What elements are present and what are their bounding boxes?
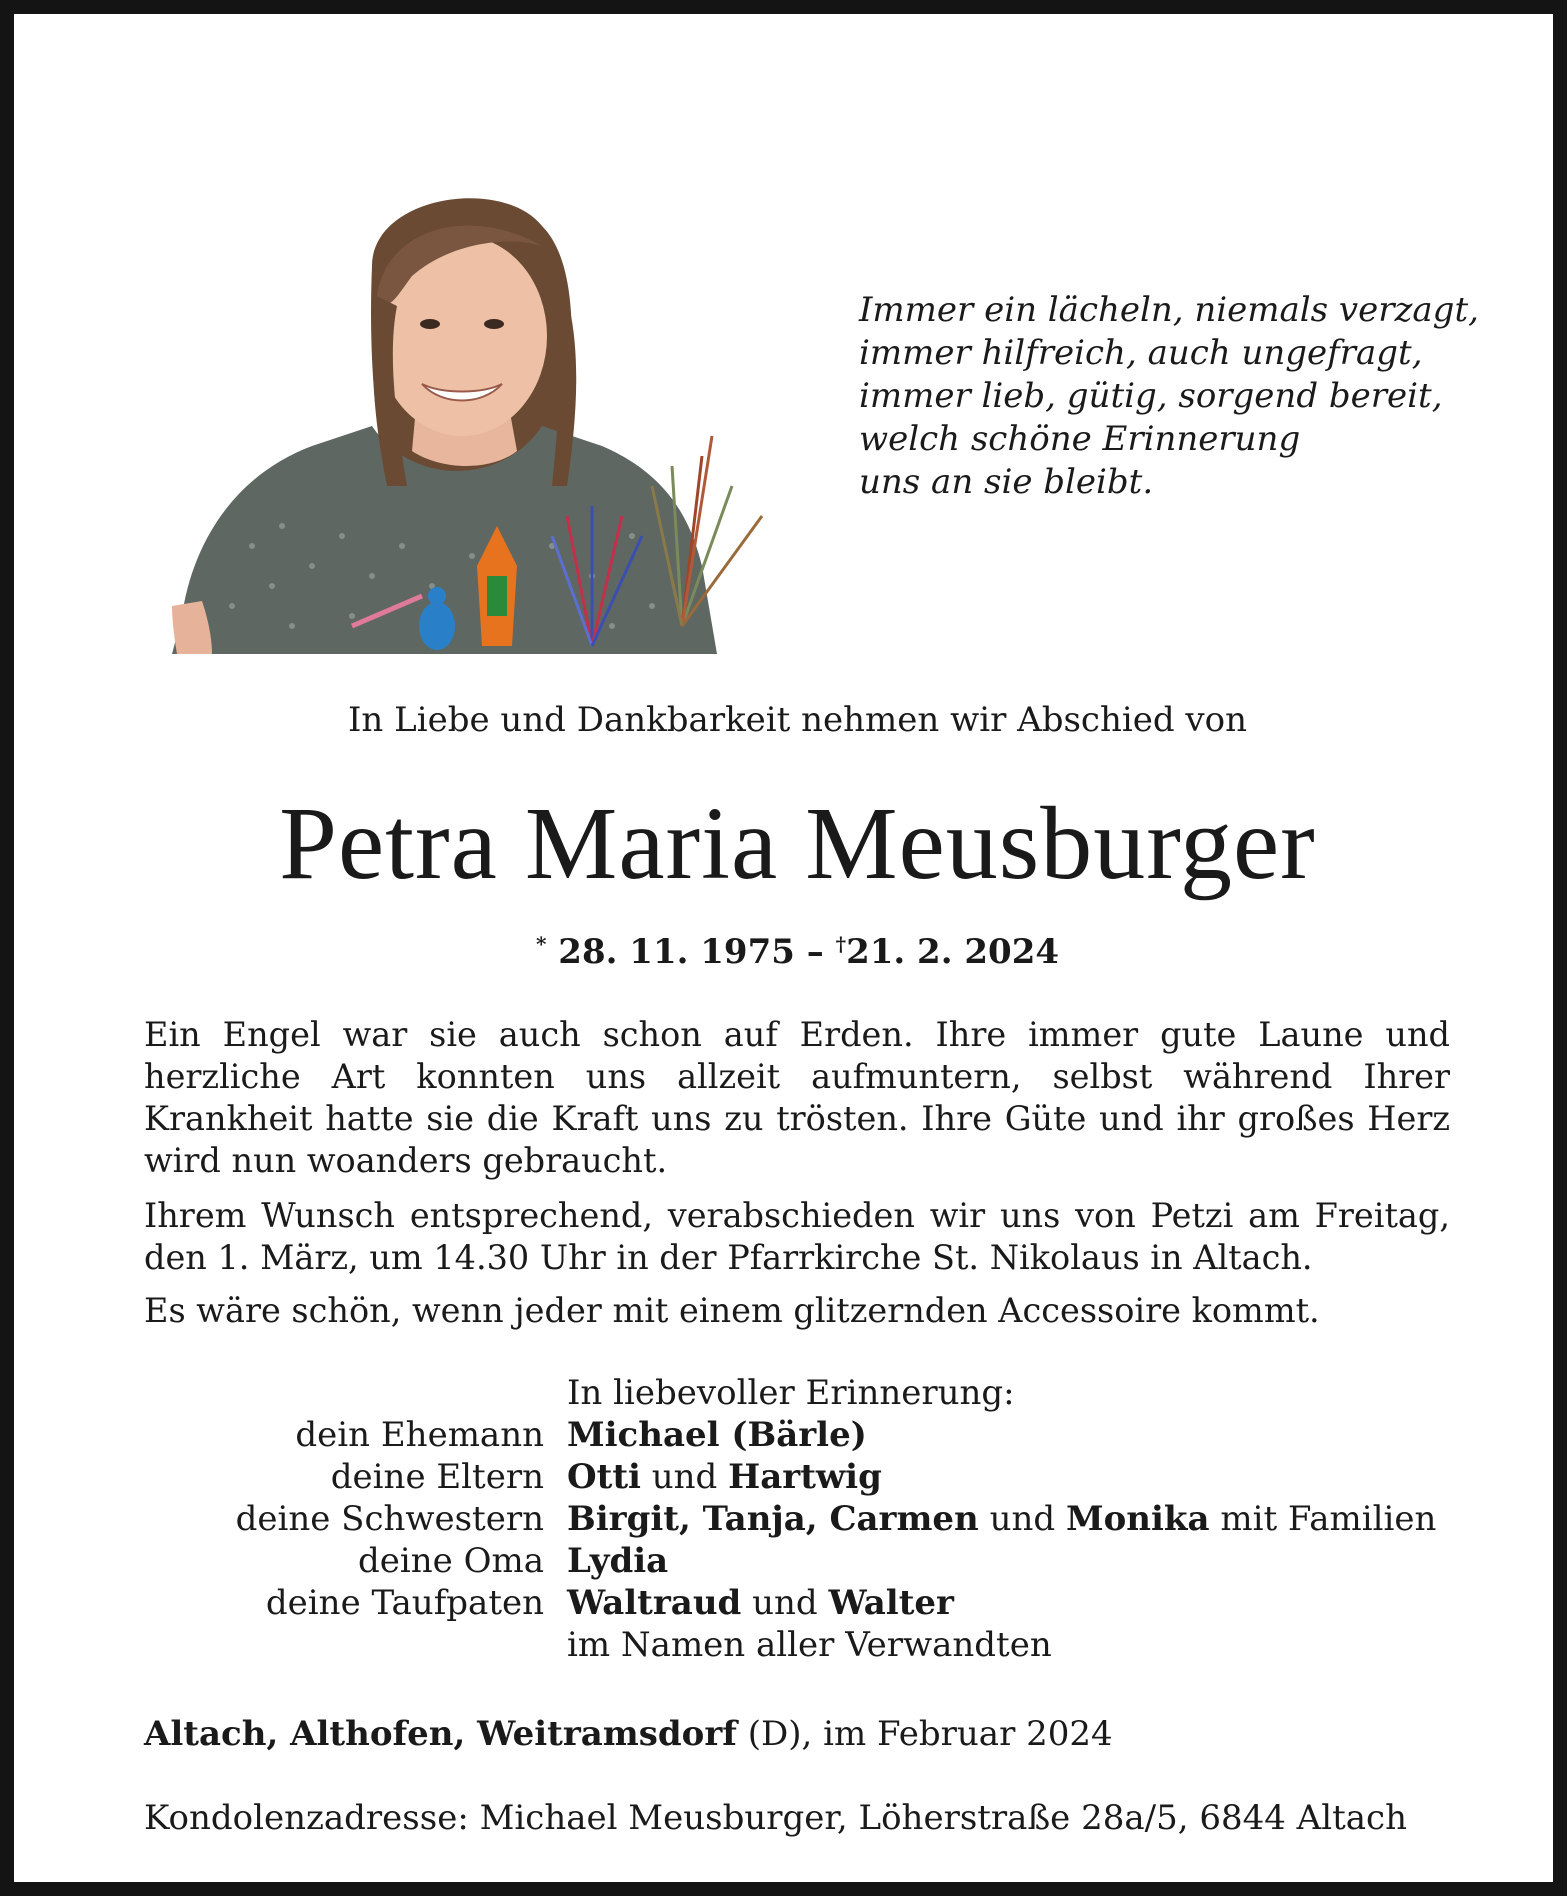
- family-connector: und: [978, 1499, 1066, 1539]
- family-names: [567, 1540, 668, 1582]
- birth-symbol: *: [535, 932, 547, 956]
- poem-line: immer hilfreich, auch ungefragt,: [859, 333, 1423, 373]
- family-connector: und: [741, 1583, 829, 1623]
- life-dates: [14, 932, 1567, 972]
- place-and-date: [144, 1714, 1113, 1754]
- death-date: 21. 2. 2024: [846, 932, 1060, 972]
- family-footer: im Namen aller Verwandten: [567, 1625, 1052, 1665]
- family-row: [144, 1414, 1464, 1456]
- family-member-name: Birgit, Tanja, Carmen: [567, 1499, 979, 1539]
- poem-line: Immer ein lächeln, niemals verzagt,: [859, 290, 1479, 330]
- condolence-address: Kondolenzadresse: Michael Meusburger, Löherstraße 28a/5, 6844 Altach: [144, 1798, 1407, 1838]
- portrait-photo: [172, 186, 782, 654]
- poem-line: welch schöne Erinnerung: [859, 419, 1301, 459]
- intro-line: In Liebe und Dankbarkeit nehmen wir Abschied von: [347, 700, 1248, 740]
- family-member-name: Monika: [1065, 1499, 1210, 1539]
- poem-line: immer lieb, gütig, sorgend bereit,: [859, 376, 1443, 416]
- paragraph: Ihrem Wunsch entsprechend, verabschieden wir uns von Petzi am Freitag, den 1. März, um 14.30 Uhr in der Pfarrkirche St. Nikolaus in Altach.: [144, 1196, 1450, 1277]
- family-names: [567, 1456, 882, 1498]
- date-separator: –: [806, 932, 824, 972]
- family-connector: mit Familien: [1209, 1499, 1437, 1539]
- family-member-name: Hartwig: [728, 1457, 882, 1497]
- family-relation: deine Eltern: [330, 1457, 544, 1497]
- family-relation: dein Ehemann: [295, 1415, 544, 1455]
- family-names: [567, 1498, 1436, 1540]
- family-member-name: Walter: [828, 1583, 954, 1623]
- family-relation: deine Oma: [358, 1541, 544, 1581]
- deceased-name: Petra Maria Meusburger: [279, 786, 1316, 901]
- family-connector: und: [640, 1457, 729, 1497]
- family-member-name: Otti: [567, 1457, 641, 1497]
- family-names: [567, 1414, 867, 1456]
- death-symbol: †: [835, 932, 847, 956]
- family-member-name: Waltraud: [567, 1583, 742, 1623]
- family-relation: deine Schwestern: [235, 1499, 544, 1539]
- family-row: [144, 1540, 1464, 1582]
- family-member-name: Michael (Bärle): [567, 1415, 867, 1455]
- poem: [859, 289, 1479, 504]
- family-row: [144, 1456, 1464, 1498]
- birth-date: 28. 11. 1975: [558, 932, 795, 972]
- family-row: [144, 1582, 1464, 1624]
- family-heading-row: [144, 1372, 1464, 1414]
- family-member-name: Lydia: [567, 1541, 669, 1581]
- poem-line: uns an sie bleibt.: [859, 462, 1154, 502]
- family-footer-row: [144, 1624, 1464, 1666]
- family-names: [567, 1582, 954, 1624]
- family-row: [144, 1498, 1464, 1540]
- family-list: [144, 1372, 1464, 1666]
- paragraph: Es wäre schön, wenn jeder mit einem glitzernden Accessoire kommt.: [144, 1291, 1320, 1330]
- place-rest: (D), im Februar 2024: [736, 1714, 1113, 1754]
- place-towns: Altach, Althofen, Weitramsdorf: [144, 1714, 737, 1754]
- family-heading: In liebevoller Erinnerung:: [567, 1373, 1015, 1413]
- paragraph: Ein Engel war sie auch schon auf Erden. Ihre immer gute Laune und herzliche Art konnten uns allzeit aufmuntern, selbst während Ihrer Krankheit hatte sie die Kraft uns zu trösten. Ihre Güte und ihr großes Herz wird nun woanders gebraucht.: [144, 1015, 1450, 1180]
- family-relation: deine Taufpaten: [265, 1583, 544, 1623]
